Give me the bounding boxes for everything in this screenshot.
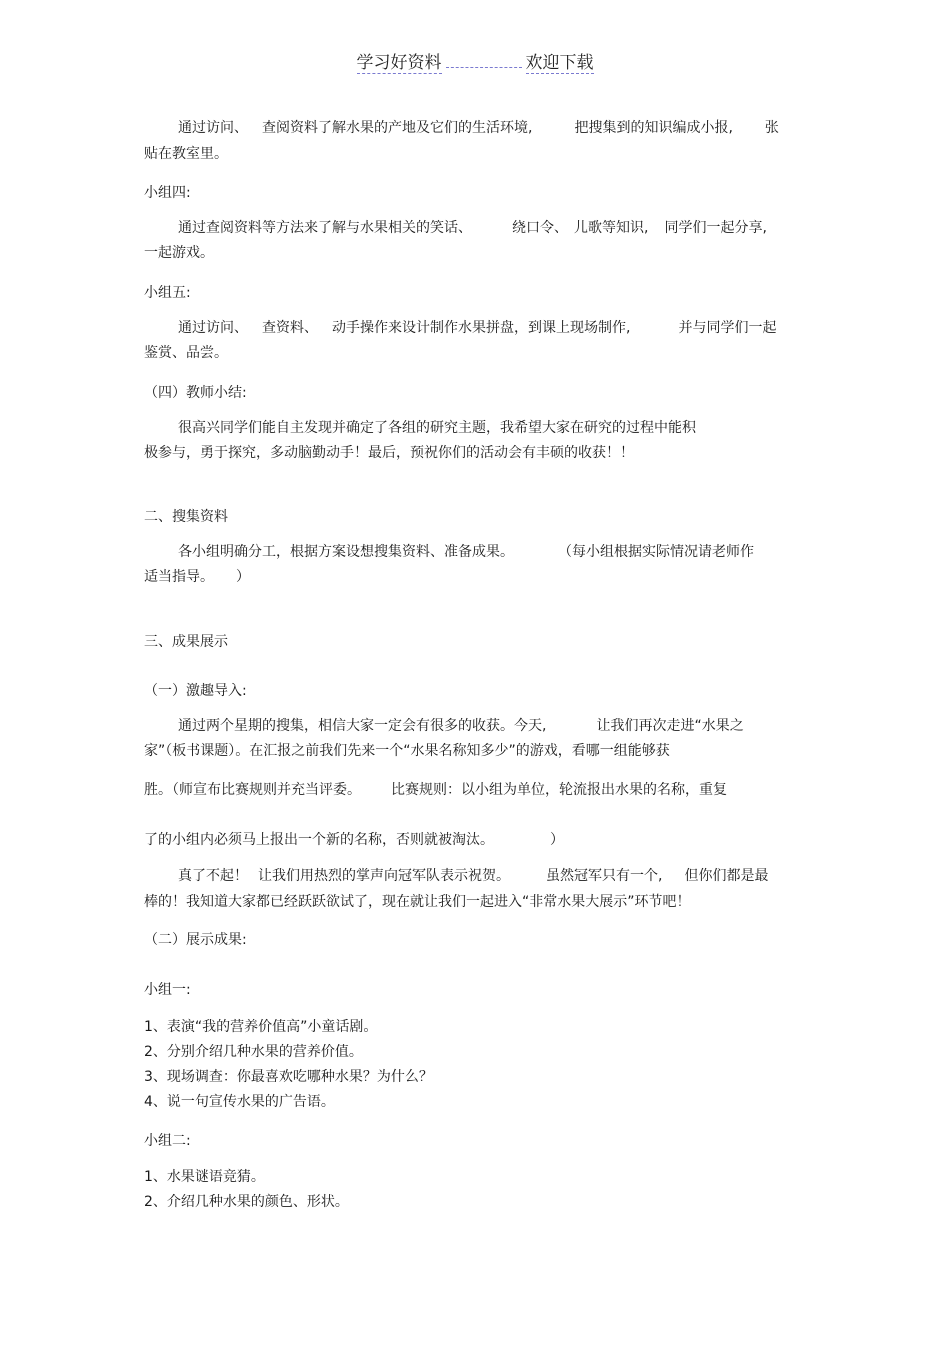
header-right-text: 欢迎下载 (526, 48, 594, 74)
paragraph-line: 鉴赏、品尝。 (144, 345, 228, 361)
text-segment: 儿歌等知识, (574, 220, 649, 236)
text-segment: 动手操作来设计制作水果拼盘，到课上现场制作, (332, 320, 631, 336)
paragraph-line (178, 118, 779, 138)
paragraph-line (178, 218, 767, 238)
paragraph-line: 一起游戏。 (144, 245, 214, 261)
text-segment: 让我们再次走进“水果之 (596, 718, 744, 734)
text-segment: 通过查阅资料等方法来了解与水果相关的笑话、 (178, 220, 472, 236)
list-item: 4、说一句宣传水果的广告语。 (144, 1094, 335, 1110)
text-segment: ） (550, 832, 564, 848)
list-item: 2、分别介绍几种水果的营养价值。 (144, 1044, 363, 1060)
list-item: 1、表演“我的营养价值高”小童话剧。 (144, 1019, 378, 1035)
group-heading: 小组一: (144, 982, 191, 998)
paragraph-line: 极参与，勇于探究，多动脑勤动手！最后，预祝你们的活动会有丰硕的收获！！ (144, 445, 634, 461)
group-heading: 小组五: (144, 285, 191, 301)
list-item: 2、介绍几种水果的颜色、形状。 (144, 1194, 349, 1210)
paragraph-line: 棒的！我知道大家都已经跃跃欲试了，现在就让我们一起进入“非常水果大展示”环节吧！ (144, 894, 691, 910)
paragraph-line (178, 542, 754, 562)
text-segment: （每小组根据实际情况请老师作 (558, 544, 754, 560)
header-left-text: 学习好资料 (357, 48, 442, 74)
text-segment: 通过访问、 (178, 120, 248, 136)
paragraph-line: 家”（板书课题）。在汇报之前我们先来一个“水果名称知多少”的游戏，看哪一组能够获 (144, 743, 670, 759)
header-divider (446, 67, 522, 68)
page-header (0, 48, 950, 74)
text-segment: 了的小组内必须马上报出一个新的名称，否则就被淘汰。 (144, 832, 494, 848)
text-segment: 并与同学们一起 (678, 320, 777, 336)
text-segment: 查资料、 (262, 320, 318, 336)
paragraph-line (178, 866, 768, 886)
text-segment: 绕口令、 (512, 220, 568, 236)
list-item: 3、现场调查：你最喜欢吃哪种水果？为什么？ (144, 1069, 433, 1085)
text-segment: 查阅资料了解水果的产地及它们的生活环境, (262, 120, 533, 136)
text-segment: 张 (764, 120, 779, 136)
text-segment: 把搜集到的知识编成小报, (574, 120, 733, 136)
text-segment: 适当指导。 (144, 569, 214, 585)
paragraph-line (144, 567, 250, 587)
text-segment: 同学们一起分享, (664, 220, 767, 236)
text-segment: 真了不起！ (178, 868, 248, 884)
text-segment: 通过两个星期的搜集，相信大家一定会有很多的收获。今天, (178, 718, 547, 734)
text-segment: 各小组明确分工，根据方案设想搜集资料、准备成果。 (178, 544, 514, 560)
text-segment: 胜。（师宣布比赛规则并充当评委。 (144, 782, 361, 798)
text-segment: 比赛规则：以小组为单位，轮流报出水果的名称，重复 (391, 782, 727, 798)
section-heading: （一）激趣导入: (144, 683, 247, 699)
text-segment: 虽然冠军只有一个, (546, 868, 663, 884)
text-segment: 通过访问、 (178, 320, 248, 336)
paragraph-line (178, 716, 744, 736)
text-segment: ） (236, 569, 250, 585)
group-heading: 小组二: (144, 1133, 191, 1149)
text-segment: 但你们都是最 (684, 868, 769, 884)
text-segment: 让我们用热烈的掌声向冠军队表示祝贺。 (258, 868, 510, 884)
paragraph-line (178, 318, 776, 338)
section-heading: （二）展示成果: (144, 932, 247, 948)
paragraph-line: 贴在教室里。 (144, 146, 228, 162)
list-item: 1、水果谜语竞猜。 (144, 1169, 265, 1185)
paragraph-line (144, 780, 727, 800)
group-heading: 小组四: (144, 185, 191, 201)
paragraph-line: 很高兴同学们能自主发现并确定了各组的研究主题，我希望大家在研究的过程中能积 (178, 420, 696, 436)
paragraph-line (144, 830, 564, 850)
section-heading: 三、成果展示 (144, 634, 228, 650)
section-heading: （四）教师小结: (144, 385, 247, 401)
section-heading: 二、搜集资料 (144, 509, 228, 525)
